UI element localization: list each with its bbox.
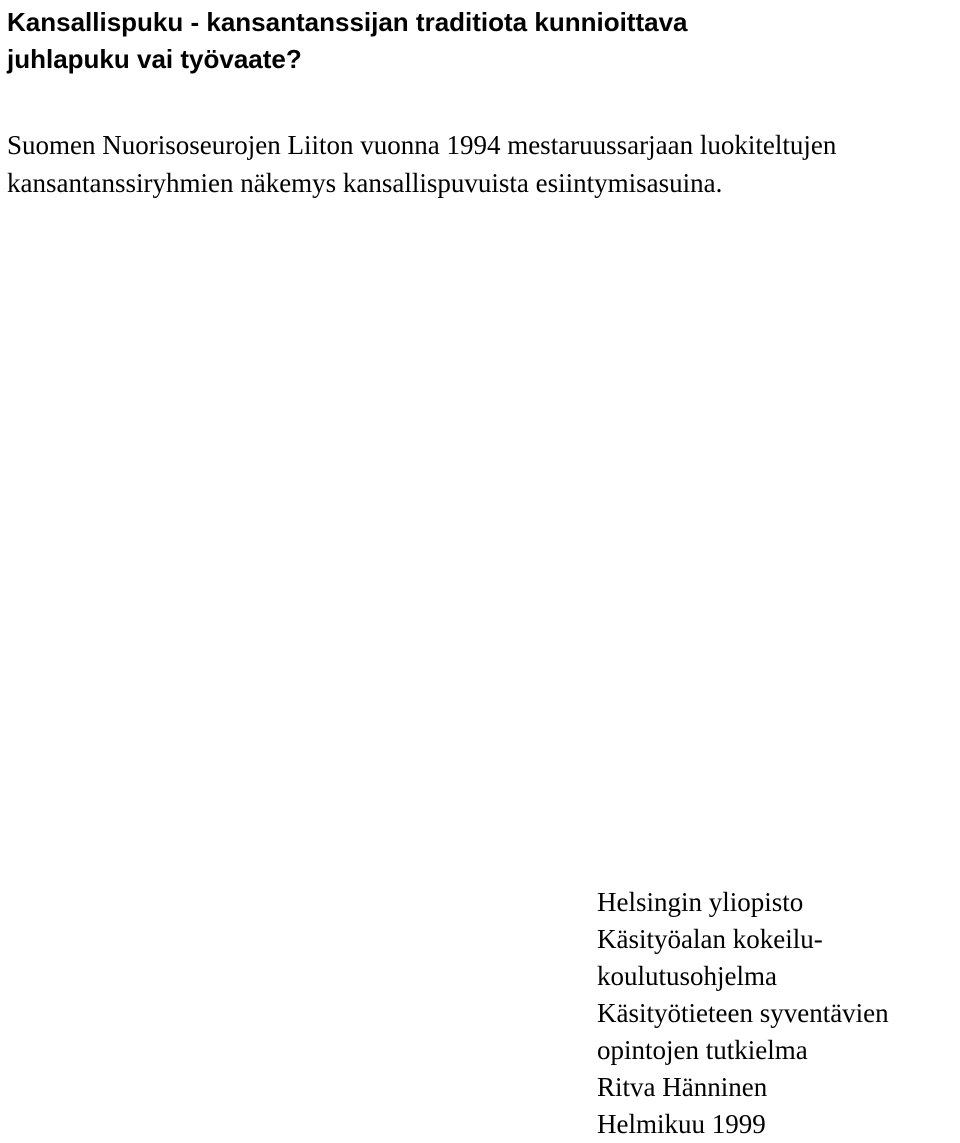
author-name: Ritva Hänninen bbox=[597, 1072, 768, 1102]
subtitle-line: kansantanssiryhmien näkemys kansallispuvuista esiintymisasuina. bbox=[7, 168, 723, 198]
title-line: Kansallispuku - kansantanssijan traditiota kunnioittava bbox=[7, 7, 688, 37]
program-name-line: koulutusohjelma bbox=[597, 961, 777, 991]
document-subtitle bbox=[7, 126, 957, 202]
subtitle-line: Suomen Nuorisoseurojen Liiton vuonna 1994 mestaruussarjaan luokiteltujen bbox=[7, 130, 837, 160]
program-name-line: Käsityöalan kokeilu- bbox=[597, 924, 823, 954]
thesis-type-line: Käsityötieteen syventävien bbox=[597, 998, 889, 1028]
document-title bbox=[7, 4, 947, 78]
thesis-info-block bbox=[597, 884, 957, 1143]
publication-date: Helmikuu 1999 bbox=[597, 1109, 766, 1139]
university-name: Helsingin yliopisto bbox=[597, 887, 804, 917]
thesis-type-line: opintojen tutkielma bbox=[597, 1035, 808, 1065]
title-line: juhlapuku vai työvaate? bbox=[7, 44, 302, 74]
